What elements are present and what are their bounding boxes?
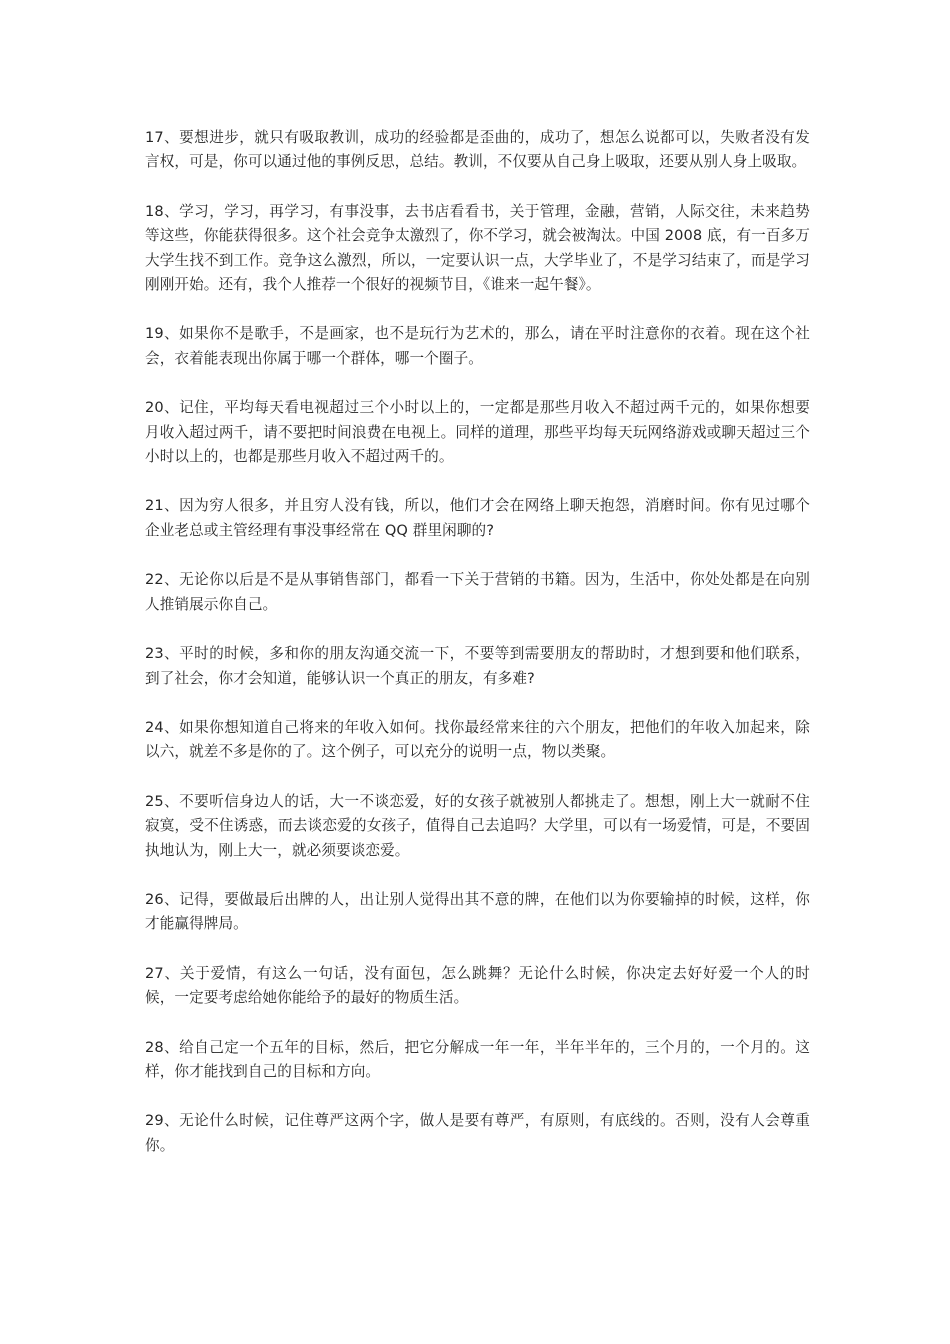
paragraph-21: 21、因为穷人很多，并且穷人没有钱，所以，他们才会在网络上聊天抱怨，消磨时间。你有见过哪个企业老总或主管经理有事没事经常在 QQ 群里闲聊的? bbox=[145, 497, 810, 539]
paragraph-29: 29、无论什么时候，记住尊严这两个字，做人是要有尊严，有原则，有底线的。否则，没有人会尊重你。 bbox=[145, 1112, 810, 1154]
paragraph-27: 27、关于爱情，有这么一句话，没有面包，怎么跳舞？无论什么时候，你决定去好好爱一个人的时候，一定要考虑给她你能给予的最好的物质生活。 bbox=[145, 964, 810, 1007]
paragraph-18: 18、学习，学习，再学习，有事没事，去书店看看书，关于管理，金融，营销，人际交往，未来趋势等这些，你能获得很多。这个社会竞争太激烈了，你不学习，就会被淘汰。中国 2008 底，有一百多万大学生找不到工作。竞争这么激烈，所以，一定要认识一点，大学毕业了，不是学习结束了，而是学习刚刚开始。还有，我个人推荐一个很好的视频节目，《谁来一起午餐》。 bbox=[145, 202, 810, 294]
paragraph-24: 24、如果你想知道自己将来的年收入如何。找你最经常来往的六个朋友，把他们的年收入加起来，除以六，就差不多是你的了。这个例子，可以充分的说明一点，物以类聚。 bbox=[145, 718, 810, 761]
paragraph-25: 25、不要听信身边人的话，大一不谈恋爱，好的女孩子就被别人都挑走了。想想，刚上大一就耐不住寂寞，受不住诱惑，而去谈恋爱的女孩子，值得自己去追吗？大学里，可以有一场爱情，可是，不要固执地认为，刚上大一，就必须要谈恋爱。 bbox=[145, 792, 810, 859]
paragraph-23: 23、平时的时候，多和你的朋友沟通交流一下，不要等到需要朋友的帮助时，才想到要和他们联系，到了社会，你才会知道，能够认识一个真正的朋友，有多难? bbox=[145, 645, 810, 687]
paragraph-26: 26、记得，要做最后出牌的人，出让别人觉得出其不意的牌，在他们以为你要输掉的时候，这样，你才能赢得牌局。 bbox=[145, 890, 810, 933]
paragraph-28: 28、给自己定一个五年的目标，然后，把它分解成一年一年，半年半年的，三个月的，一个月的。这样，你才能找到自己的目标和方向。 bbox=[145, 1038, 810, 1080]
document-body bbox=[145, 126, 810, 1183]
paragraph-22: 22、无论你以后是不是从事销售部门，都看一下关于营销的书籍。因为，生活中，你处处都是在向别人推销展示你自己。 bbox=[145, 571, 810, 613]
paragraph-20: 20、记住，平均每天看电视超过三个小时以上的，一定都是那些月收入不超过两千元的，如果你想要月收入超过两千，请不要把时间浪费在电视上。同样的道理，那些平均每天玩网络游戏或聊天超过三个小时以上的，也都是那些月收入不超过两千的。 bbox=[145, 399, 810, 466]
paragraph-17: 17、要想进步，就只有吸取教训，成功的经验都是歪曲的，成功了，想怎么说都可以，失败者没有发言权，可是，你可以通过他的事例反思，总结。教训，不仅要从自己身上吸取，还要从别人身上吸取。 bbox=[145, 129, 810, 171]
paragraph-19: 19、如果你不是歌手，不是画家，也不是玩行为艺术的，那么，请在平时注意你的衣着。现在这个社会，衣着能表现出你属于哪一个群体，哪一个圈子。 bbox=[145, 325, 810, 367]
